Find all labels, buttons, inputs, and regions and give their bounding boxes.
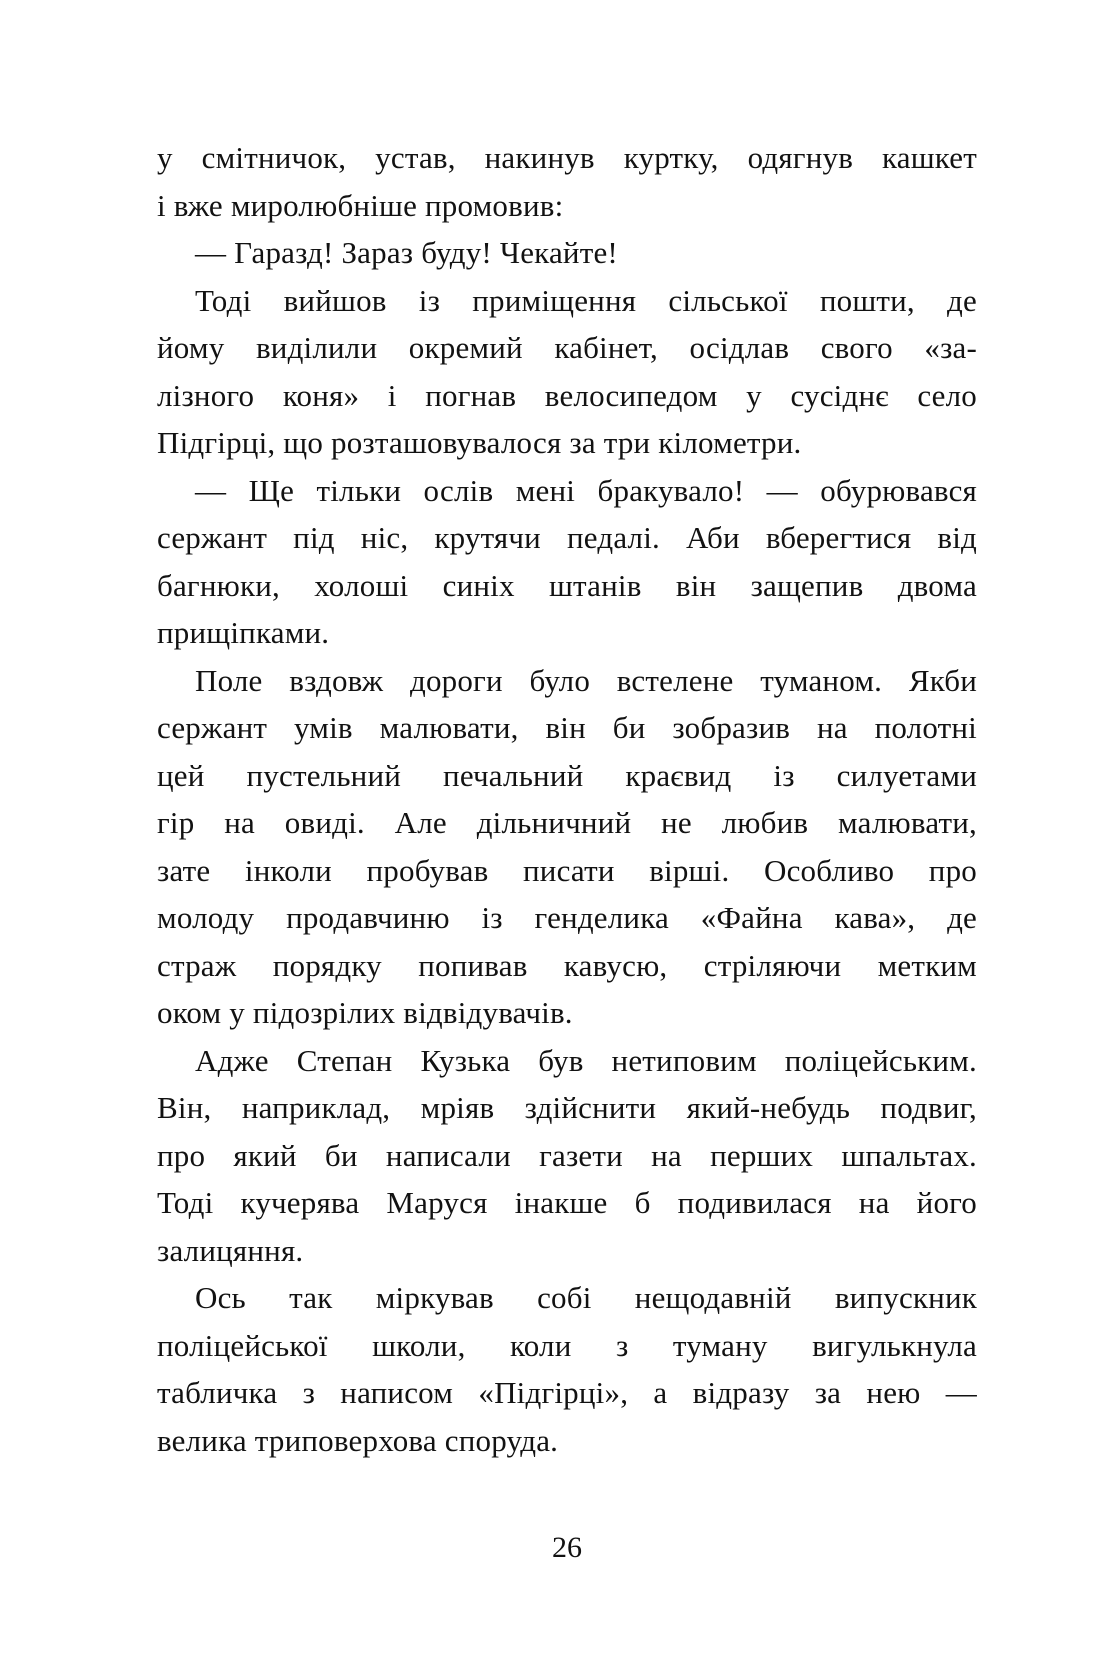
text-line: табличка з написом «Підгірці», а відразу за нею — bbox=[157, 1375, 977, 1410]
text-line: — Ще тільки ослів мені бракувало! — обурювався bbox=[195, 472, 977, 508]
text-line: сержант під ніс, крутячи педалі. Аби вберегтися від bbox=[157, 520, 977, 555]
paragraph bbox=[157, 1037, 977, 1275]
text-line: зате інколи пробував писати вірші. Особливо про bbox=[157, 852, 977, 888]
text-line: про який би написали газети на перших шпальтах. bbox=[157, 1137, 977, 1173]
text-line: Підгірці, що розташовувалося за три кілометри. bbox=[157, 425, 802, 460]
page-number: 26 bbox=[552, 1531, 582, 1564]
paragraph bbox=[157, 229, 977, 277]
text-line: Поле вздовж дороги було встелене туманом. Якби bbox=[195, 662, 977, 698]
text-line: прищіпками. bbox=[157, 615, 330, 650]
text-line: сержант умів малювати, він би зобразив на полотні bbox=[157, 710, 977, 745]
text-line: молоду продавчиню із генделика «Файна кава», де bbox=[157, 900, 977, 935]
paragraph bbox=[157, 1274, 977, 1464]
text-line: велика триповерхова споруда. bbox=[157, 1422, 559, 1458]
text-line: у смітничок, устав, накинув куртку, одягнув кашкет bbox=[157, 140, 977, 175]
text-line: гір на овиді. Але дільничний не любив малювати, bbox=[157, 805, 977, 840]
paragraph bbox=[157, 657, 977, 1037]
text-line: Тоді вийшов із приміщення сільської пошти, де bbox=[195, 282, 977, 318]
text-line: багнюки, холоші синіх штанів він защепив двома bbox=[157, 567, 977, 603]
page-text bbox=[157, 134, 977, 1464]
text-line: страж порядку попивав кавусю, стріляючи метким bbox=[157, 947, 977, 983]
text-line: — Гаразд! Зараз буду! Чекайте! bbox=[195, 235, 618, 270]
text-line: лізного коня» і погнав велосипедом у сусіднє село bbox=[157, 377, 977, 413]
text-line: Ось так міркував собі нещодавній випускник bbox=[195, 1280, 977, 1315]
paragraph bbox=[157, 277, 977, 467]
paragraph bbox=[157, 467, 977, 657]
text-line: оком у підозрілих відвідувачів. bbox=[157, 995, 573, 1030]
text-line: залицяння. bbox=[157, 1232, 304, 1268]
text-line: йому виділили окремий кабінет, осідлав свого «за- bbox=[157, 330, 977, 365]
text-line: поліцейської школи, коли з туману вигулькнула bbox=[157, 1327, 977, 1363]
text-line: Тоді кучерява Маруся інакше б подивилася на його bbox=[157, 1185, 977, 1220]
paragraph bbox=[157, 134, 977, 229]
text-line: Адже Степан Кузька був нетиповим поліцейським. bbox=[195, 1042, 977, 1078]
text-line: Він, наприклад, мріяв здійснити який-небудь подвиг, bbox=[157, 1090, 977, 1125]
text-line: цей пустельний печальний краєвид із силуетами bbox=[157, 757, 977, 793]
text-line: і вже миролюбніше промовив: bbox=[157, 187, 564, 223]
